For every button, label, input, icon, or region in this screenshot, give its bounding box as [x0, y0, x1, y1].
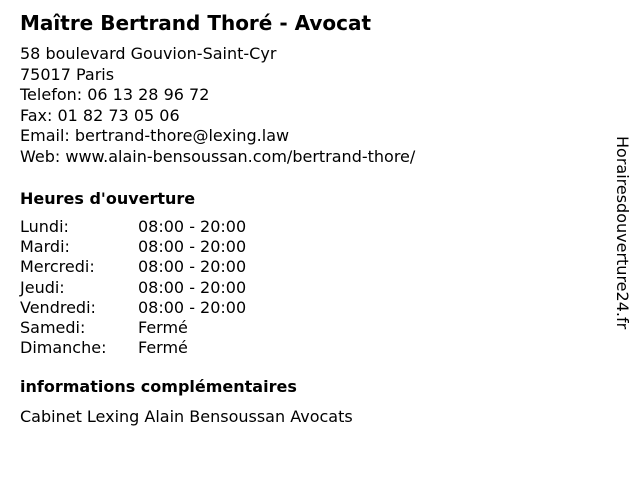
hours-time: 08:00 - 20:00 — [138, 297, 247, 317]
site-watermark: Horairesdouverture24.fr — [613, 136, 632, 330]
phone-number: Telefon: 06 13 28 96 72 — [20, 85, 210, 104]
opening-hours-table — [20, 217, 600, 358]
hours-time: 08:00 - 20:00 — [138, 237, 247, 257]
hours-day: Samedi: — [20, 318, 86, 338]
hours-time: 08:00 - 20:00 — [138, 257, 247, 277]
hours-row-tuesday — [20, 237, 600, 257]
hours-row-wednesday — [20, 257, 600, 277]
hours-row-monday — [20, 217, 600, 237]
hours-day: Jeudi: — [20, 277, 65, 297]
additional-info-heading: informations complémentaires — [20, 377, 297, 397]
hours-day: Mercredi: — [20, 257, 95, 277]
hours-row-thursday — [20, 278, 600, 298]
page-title: Maître Bertrand Thoré - Avocat — [20, 11, 372, 35]
website-url: Web: www.alain-bensoussan.com/bertrand-thore/ — [20, 146, 416, 166]
hours-day: Mardi: — [20, 237, 70, 257]
address-city: 75017 Paris — [20, 64, 115, 84]
hours-row-sunday — [20, 338, 600, 358]
additional-info-text: Cabinet Lexing Alain Bensoussan Avocats — [20, 407, 353, 427]
email-address: Email: bertrand-thore@lexing.law — [20, 126, 290, 145]
business-card — [20, 10, 600, 428]
hours-day: Vendredi: — [20, 297, 96, 317]
address-street: 58 boulevard Gouvion-Saint-Cyr — [20, 44, 277, 63]
hours-day: Lundi: — [20, 217, 69, 236]
hours-time: 08:00 - 20:00 — [138, 277, 247, 297]
fax-number: Fax: 01 82 73 05 06 — [20, 105, 180, 125]
hours-row-saturday — [20, 318, 600, 338]
hours-time: 08:00 - 20:00 — [138, 217, 247, 236]
opening-hours-heading: Heures d'ouverture — [20, 189, 196, 208]
hours-day: Dimanche: — [20, 338, 107, 358]
hours-time: Fermé — [138, 318, 188, 338]
hours-time: Fermé — [138, 338, 188, 358]
hours-row-friday — [20, 298, 600, 318]
